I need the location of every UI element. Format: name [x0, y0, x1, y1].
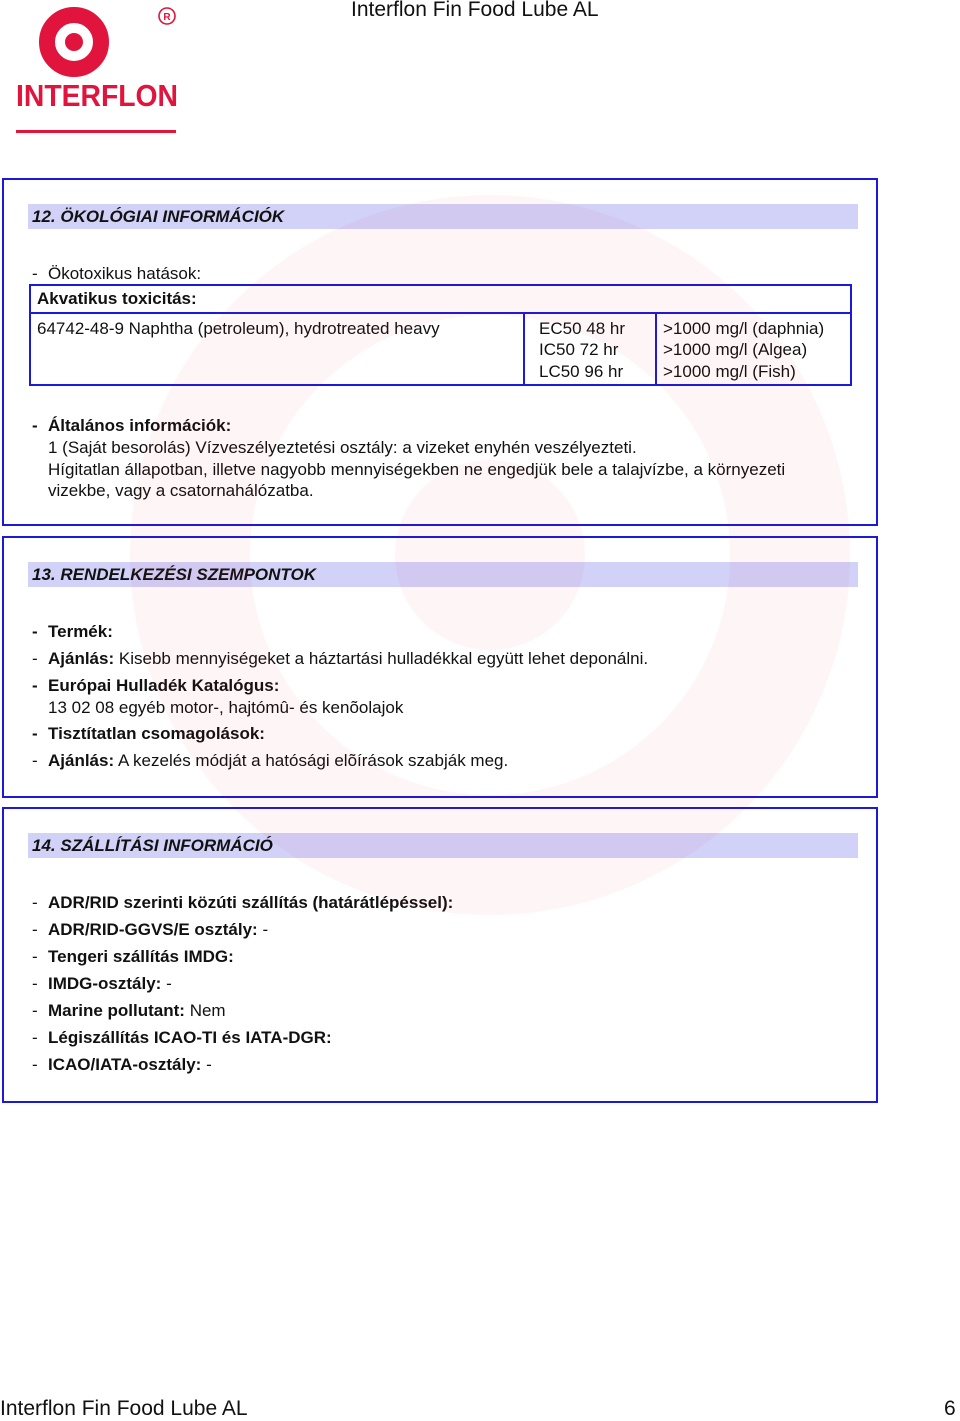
transport-item: - Tengeri szállítás IMDG: [32, 947, 234, 966]
aquatic-toxicity-table [29, 284, 852, 386]
substance-cell: 64742-48-9 Naphtha (petroleum), hydrotreated heavy [30, 313, 524, 386]
svg-text:INTERFLON: INTERFLON [16, 78, 178, 113]
transport-item: - ADR/RID-GGVS/E osztály: - [32, 920, 269, 939]
ewc-label: - Európai Hulladék Katalógus: [32, 676, 280, 695]
interflon-logo [14, 4, 182, 136]
section-heading: 14. SZÁLLÍTÁSI INFORMÁCIÓ [28, 833, 858, 858]
uncleaned-packaging-label: - Tisztítatlan csomagolások: [32, 724, 265, 743]
recommendation-1: - Ajánlás: Kisebb mennyiségeket a háztartási hulladékkal együtt lehet deponálni. [32, 649, 649, 668]
general-info-label: - Általános információk: [32, 416, 232, 435]
section-ecological-info [2, 178, 878, 526]
section-disposal [2, 536, 878, 798]
transport-item: - IMDG-osztály: - [32, 974, 172, 993]
value-cell: >1000 mg/l (daphnia) >1000 mg/l (Algea) >1000 mg/l (Fish) [656, 313, 851, 386]
transport-item: - Légiszállítás ICAO-TI és IATA-DGR: [32, 1028, 332, 1047]
recommendation-2: - Ajánlás: A kezelés módját a hatósági elõírások szabják meg. [32, 751, 509, 770]
ecotox-label: - Ökotoxikus hatások: [32, 264, 202, 283]
page-number: 6 [944, 1397, 956, 1420]
ewc-text: 13 02 08 egyéb motor-, hajtómû- és kenõolajok [48, 698, 404, 717]
table-header: Akvatikus toxicitás: [30, 285, 851, 313]
footer-title: Interflon Fin Food Lube AL [0, 1397, 248, 1420]
general-info-text: 1 (Saját besorolás) Vízveszélyeztetési osztály: a vizeket enyhén veszélyezteti. Hígitatlan állapotban, illetve nagyobb mennyiségekben ne engedjük bele a talajvízbe, a környezeti vizekbe, vagy a csatornahálózatba. [48, 438, 786, 500]
test-cell: EC50 48 hr IC50 72 hr LC50 96 hr [524, 313, 656, 386]
section-transport [2, 807, 878, 1103]
transport-item: - Marine pollutant: Nem [32, 1001, 226, 1020]
section-heading: 12. ÖKOLÓGIAI INFORMÁCIÓK [28, 204, 858, 229]
document-header-title: Interflon Fin Food Lube AL [351, 0, 599, 21]
section-heading: 13. RENDELKEZÉSI SZEMPONTOK [28, 562, 858, 587]
table-row [30, 313, 851, 386]
transport-item: - ADR/RID szerinti közúti szállítás (határátlépéssel): [32, 893, 454, 912]
product-label: - Termék: [32, 622, 113, 641]
svg-text:R: R [163, 12, 171, 23]
transport-item: - ICAO/IATA-osztály: - [32, 1055, 212, 1074]
